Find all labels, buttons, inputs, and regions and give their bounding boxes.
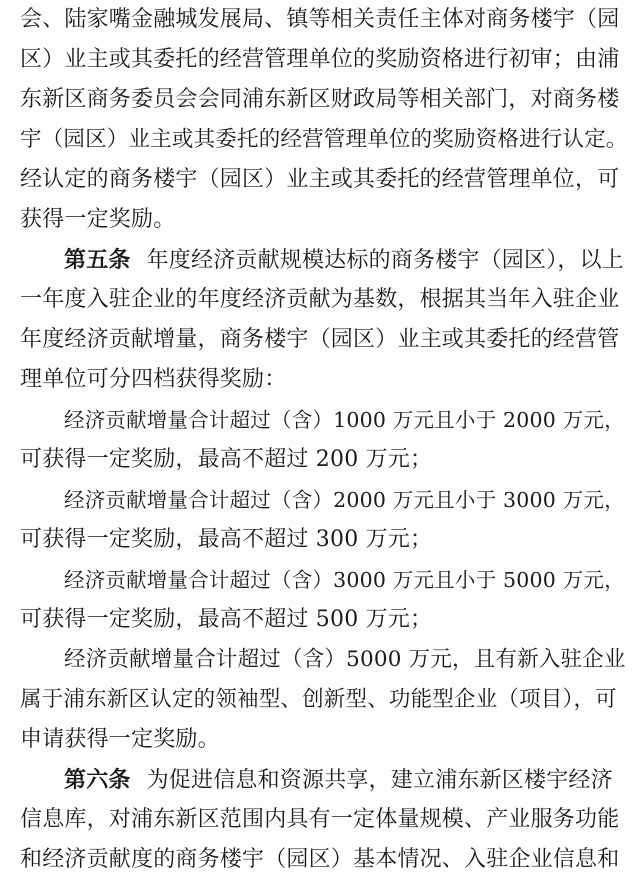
line-text: 东新区商务委员会会同浦东新区财政局等相关部门，对商务楼 (20, 87, 620, 112)
text-line (0, 440, 640, 480)
line-text: 区）业主或其委托的经营管理单位的奖励资格进行初审；由浦 (20, 47, 620, 72)
text-line (0, 480, 640, 520)
line-text: 可获得一定奖励，最高不超过 500 万元； (20, 607, 433, 632)
text-line (0, 360, 640, 400)
text-line (0, 720, 640, 760)
text-line (0, 520, 640, 560)
line-text: 一年度入驻企业的年度经济贡献为基数，根据其当年入驻企业 (20, 287, 620, 312)
line-text: 经济贡献增量合计超过（含）3000 万元且小于 5000 万元， (64, 568, 625, 592)
text-line (0, 0, 640, 40)
line-text: 理单位可分四档获得奖励： (20, 367, 287, 392)
line-text: 宇（园区）业主或其委托的经营管理单位的奖励资格进行认定。 (20, 127, 628, 152)
line-text: 可获得一定奖励，最高不超过 300 万元； (20, 527, 433, 552)
text-line (0, 680, 640, 720)
line-text: 经认定的商务楼宇（园区）业主或其委托的经营管理单位，可 (20, 167, 620, 192)
text-line (0, 600, 640, 640)
line-text: 可获得一定奖励，最高不超过 200 万元； (20, 447, 433, 472)
line-text: 年度经济贡献增量，商务楼宇（园区）业主或其委托的经营管 (20, 327, 620, 352)
text-line (0, 80, 640, 120)
text-line (0, 640, 640, 680)
text-line (0, 200, 640, 240)
line-text: 年度经济贡献规模达标的商务楼宇（园区），以上 (146, 248, 625, 273)
text-line (0, 400, 640, 440)
line-text: 申请获得一定奖励。 (20, 727, 220, 752)
line-text: 经济贡献增量合计超过（含）5000 万元，且有新入驻企业 (64, 647, 626, 672)
line-text: 属于浦东新区认定的领袖型、创新型、功能型企业（项目），可 (20, 687, 617, 712)
article-label: 第五条 (64, 247, 131, 273)
text-line (0, 280, 640, 320)
article-6-heading-line (0, 760, 640, 800)
line-text: 会、陆家嘴金融城发展局、镇等相关责任主体对商务楼宇（园 (20, 7, 620, 32)
article-5-heading-line (0, 240, 640, 280)
line-text: 获得一定奖励。 (20, 207, 176, 232)
line-text: 经济贡献增量合计超过（含）2000 万元且小于 3000 万元， (64, 488, 625, 512)
text-line (0, 160, 640, 200)
text-line (0, 800, 640, 840)
text-line (0, 40, 640, 80)
article-label: 第六条 (64, 767, 131, 793)
line-text: 经济贡献增量合计超过（含）1000 万元且小于 2000 万元， (64, 408, 625, 432)
text-line (0, 560, 640, 600)
line-text: 为促进信息和资源共享，建立浦东新区楼宇经济 (146, 768, 613, 793)
line-text: 和经济贡献度的商务楼宇（园区）基本情况、入驻企业信息和 (20, 847, 620, 872)
text-line (0, 120, 640, 160)
text-line (0, 320, 640, 360)
line-text: 信息库，对浦东新区范围内具有一定体量规模、产业服务功能 (20, 807, 620, 832)
text-line (0, 840, 640, 880)
